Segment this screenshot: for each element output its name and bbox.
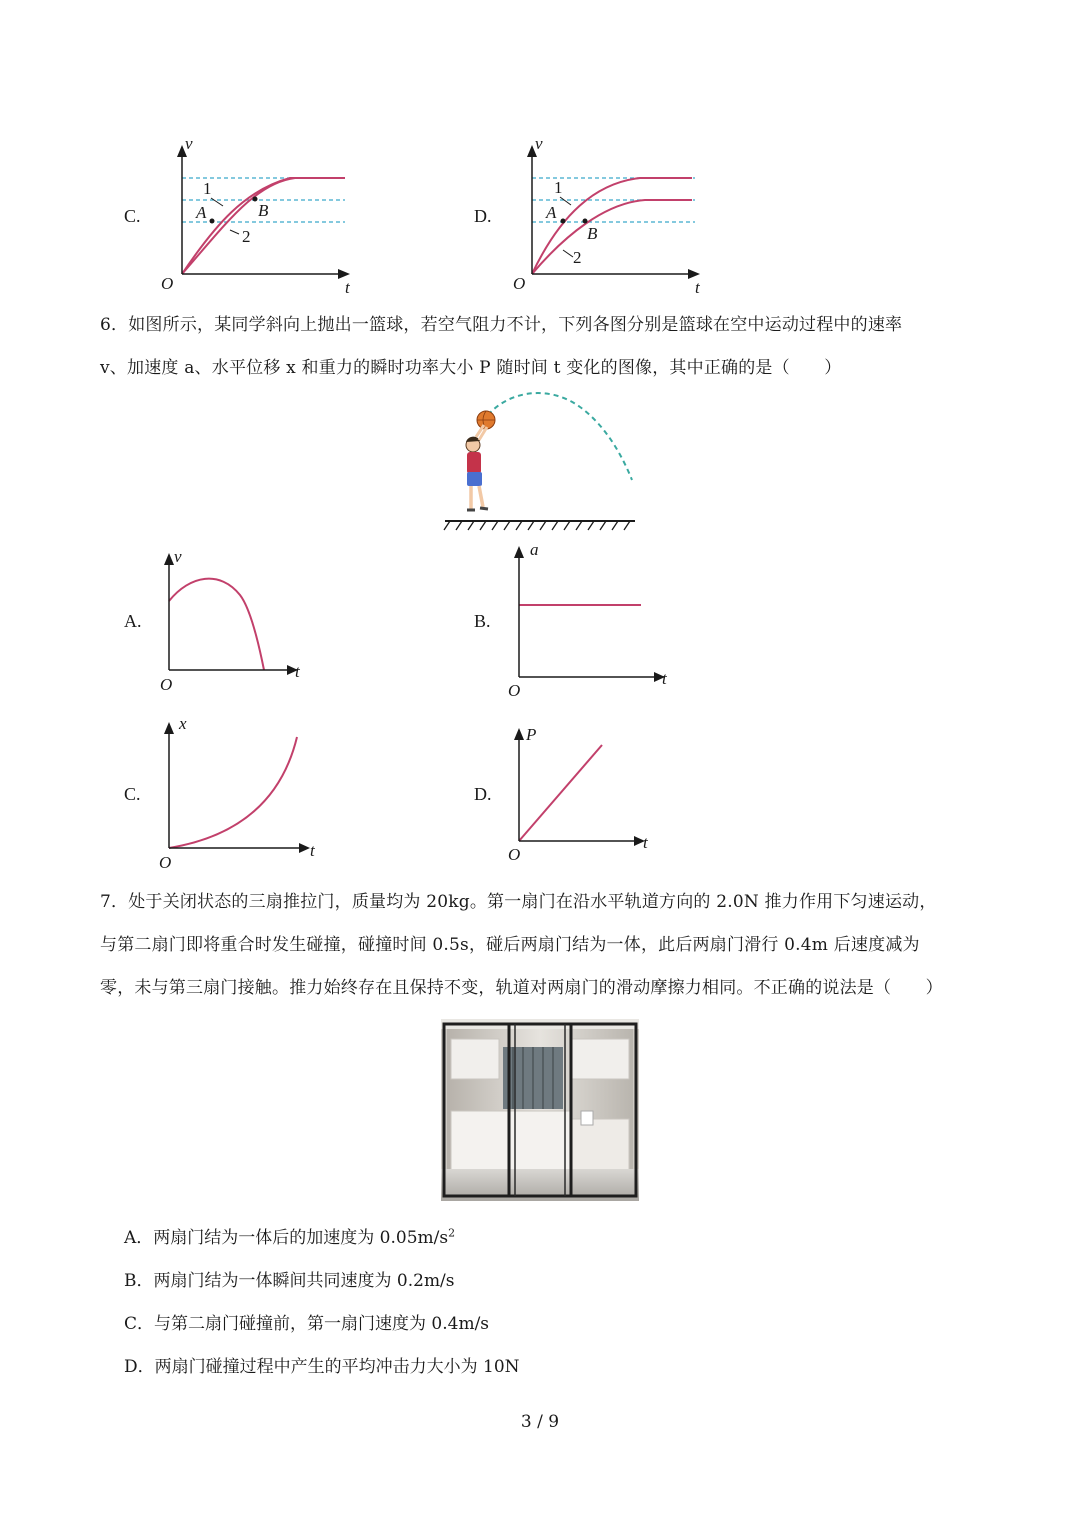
choice-letter: A． <box>124 1228 154 1248</box>
q6-graph-b-acceleration <box>500 538 680 698</box>
choice-text: 两扇门碰撞过程中产生的平均冲击力大小为 10N <box>154 1357 520 1377</box>
velocity-graph-option-d <box>505 135 715 295</box>
choice-letter: C． <box>124 1314 155 1334</box>
axis-label-t: t <box>295 662 300 681</box>
counter-left <box>451 1111 571 1171</box>
choice-letter: D． <box>124 1357 155 1377</box>
q6-option-b-label: B. <box>474 611 491 631</box>
origin-label: O <box>508 845 521 864</box>
y-axis-arrow-icon <box>164 553 174 565</box>
axis-label-t: t <box>310 841 315 860</box>
y-axis-arrow-icon <box>164 722 174 734</box>
option-c-label: C. <box>124 206 141 226</box>
option-d-label: D. <box>474 206 492 226</box>
y-axis-arrow-icon <box>514 728 524 740</box>
label-1: 1 <box>554 178 563 197</box>
x-axis-arrow-icon <box>299 843 310 853</box>
ball-trajectory <box>488 393 632 480</box>
choice-letter: B． <box>124 1271 154 1291</box>
choice-text: 两扇门结为一体后的加速度为 0.05m/s <box>153 1228 449 1248</box>
choice-text: 两扇门结为一体瞬间共同速度为 0.2m/s <box>153 1271 455 1291</box>
origin-label: O <box>161 274 174 293</box>
q7-choice-c[interactable] <box>124 1309 489 1334</box>
label-2: 2 <box>242 227 251 246</box>
label-a: A <box>196 203 207 222</box>
label-b: B <box>258 201 269 220</box>
axis-label-v: v <box>185 135 193 153</box>
student-shorts <box>467 472 482 486</box>
basketball-throw-illustration <box>440 385 640 535</box>
q7-choice-a[interactable] <box>124 1223 455 1248</box>
q6-graph-a-speed <box>150 545 310 695</box>
power-line <box>519 745 602 841</box>
origin-label: O <box>513 274 526 293</box>
label-a: A <box>546 203 557 222</box>
page-number: 3 / 9 <box>520 1412 560 1432</box>
question-7-line-3: 零，未与第三扇门接触。推力始终存在且保持不变，轨道对两扇门的滑动摩擦力相同。不正确的说法是（ ） <box>100 978 943 998</box>
student-legs <box>471 486 483 509</box>
axis-label-y: v <box>174 547 182 566</box>
point-b <box>583 219 588 224</box>
question-6-line-1: 6．如图所示，某同学斜向上抛出一篮球，若空气阻力不计，下列各图分别是篮球在空中运动过程中的速率 <box>100 315 903 335</box>
q6-graph-c-displacement <box>150 712 330 872</box>
axis-label-t: t <box>643 833 648 852</box>
choice-superscript: 2 <box>448 1226 456 1240</box>
origin-label: O <box>508 681 521 698</box>
q6-graph-d-power <box>500 720 670 870</box>
origin-label: O <box>160 675 173 694</box>
leader-2 <box>563 250 573 257</box>
axis-label-t: t <box>345 278 350 295</box>
upper-cabinet-left <box>451 1039 499 1079</box>
axis-label-y: P <box>526 725 537 744</box>
axis-label-y: a <box>530 540 539 559</box>
leader-1 <box>560 197 571 205</box>
label-1: 1 <box>203 179 212 198</box>
q6-option-c-label: C. <box>124 784 141 804</box>
q6-option-d-label: D. <box>474 784 492 804</box>
upper-cabinet-right <box>571 1039 629 1079</box>
question-6-line-2: v、加速度 a、水平位移 x 和重力的瞬时功率大小 P 随时间 t 变化的图像，其中正确的是（ ） <box>100 358 842 378</box>
counter-right <box>571 1119 629 1175</box>
point-a <box>561 219 566 224</box>
displacement-curve <box>169 737 297 848</box>
label-b: B <box>587 224 598 243</box>
leader-1 <box>211 198 223 206</box>
origin-label: O <box>159 853 172 872</box>
speed-curve <box>169 579 264 670</box>
velocity-graph-option-c <box>155 135 365 295</box>
label-2: 2 <box>573 248 582 267</box>
q7-choice-d[interactable] <box>124 1352 520 1377</box>
choice-text: 与第二扇门碰撞前，第一扇门速度为 0.4m/s <box>154 1314 490 1334</box>
student-jersey <box>467 452 481 474</box>
sliding-door-photo <box>441 1019 639 1201</box>
point-a <box>210 219 215 224</box>
student-arms <box>476 425 487 440</box>
ground-hatch <box>444 521 630 530</box>
point-b <box>253 197 258 202</box>
q6-option-a-label: A. <box>124 611 142 631</box>
leader-2 <box>230 230 239 234</box>
axis-label-y: x <box>179 714 187 733</box>
q7-choice-b[interactable] <box>124 1266 455 1291</box>
axis-label-t: t <box>662 669 667 688</box>
y-axis-arrow-icon <box>514 546 524 558</box>
axis-label-v: v <box>535 135 543 153</box>
question-7-line-2: 与第二扇门即将重合时发生碰撞，碰撞时间 0.5s，碰后两扇门结为一体，此后两扇门滑行 0.4m 后速度减为 <box>100 935 920 955</box>
question-7-line-1: 7．处于关闭状态的三扇推拉门，质量均为 20kg。第一扇门在沿水平轨道方向的 2.0N 推力作用下匀速运动， <box>100 892 937 912</box>
axis-label-t: t <box>695 278 700 295</box>
